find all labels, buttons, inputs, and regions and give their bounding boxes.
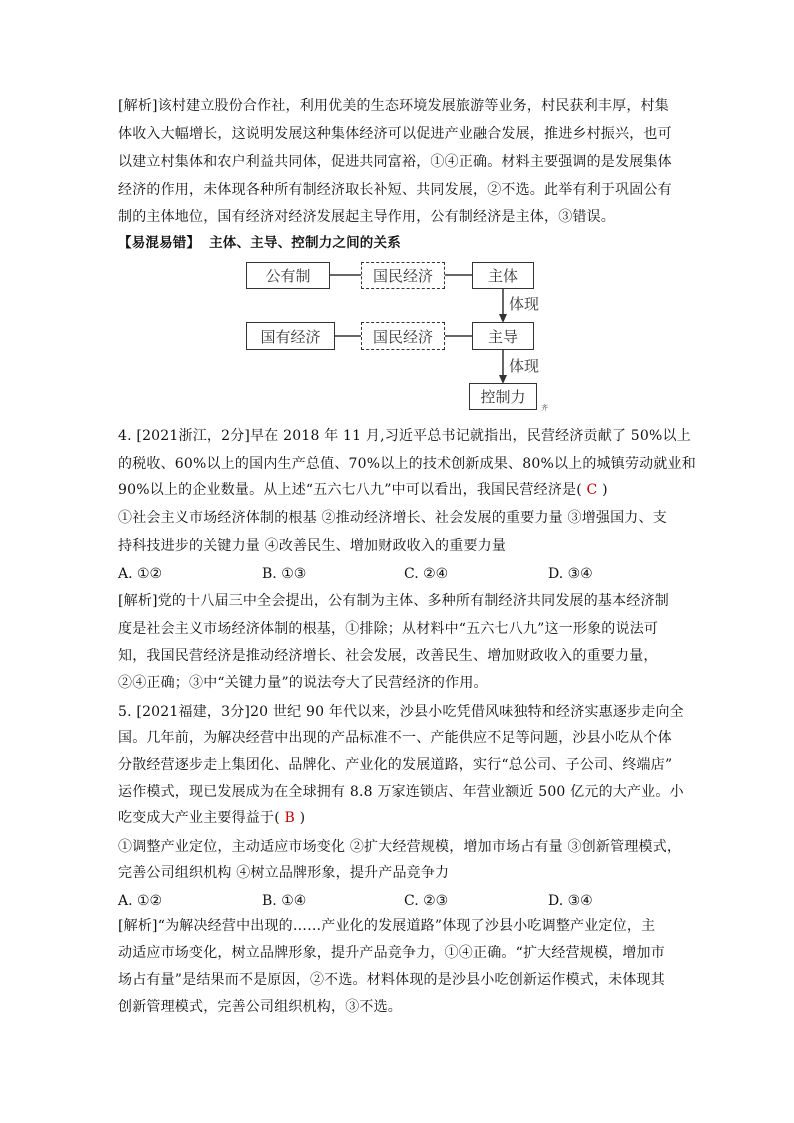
q4-line: 4. [2021浙江，2分]早在 2018 年 11 月,习近平总书记就指出，民营经济贡献了 50%以上 xyxy=(118,428,691,444)
q5-option-b: B. ①④ xyxy=(262,893,307,909)
analysis-line: [解析]该村建立股份合作社，利用优美的生态环境发展旅游等业务，村民获利丰厚，村集 xyxy=(118,98,669,114)
q4-option-d: D. ③④ xyxy=(548,566,593,582)
box-main-body: 主体 xyxy=(472,262,534,289)
arrow-label-2: 体现 xyxy=(509,357,540,375)
q5-stem-end: 吃变成大产业主要得益于( xyxy=(118,810,280,826)
q5-analysis-line: 场占有量”是结果而不是原因，②不选。材料体现的是沙县小吃创新运作模式，未体现其 xyxy=(118,972,665,988)
q4-line-with-answer xyxy=(118,480,608,500)
small-mark: 齐 xyxy=(541,404,548,412)
q5-analysis-line: [解析]“为解决经营中出现的……产业化的发展道路”体现了沙县小吃调整产业定位，主 xyxy=(118,918,656,934)
analysis-line: 经济的作用，未体现各种所有制经济取长补短、共同发展，②不选。此举有利于巩固公有 xyxy=(118,182,672,198)
tip-title: 主体、主导、控制力之间的关系 xyxy=(209,235,401,251)
q4-option-c: C. ②④ xyxy=(404,566,449,582)
analysis-line: 体收入大幅增长，这说明发展这种集体经济可以促进产业融合发展，推进乡村振兴，也可 xyxy=(118,126,672,142)
q4-line: 的税收、60%以上的国内生产总值、70%以上的技术创新成果、80%以上的城镇劳动就业和 xyxy=(118,456,696,472)
q5-line: 分散经营逐步走上集团化、品牌化、产业化的发展道路，实行“总公司、子公司、终端店” xyxy=(118,757,673,773)
q5-statements: ①调整产业定位，主动适应市场变化 ②扩大经营规模，增加市场占有量 ③创新管理模式， xyxy=(118,839,682,855)
q5-line: 国。几年前，为解决经营中出现的产品标准不一、产能供应不足等问题，沙县小吃从个体 xyxy=(118,730,672,746)
q5-line-with-answer xyxy=(118,808,305,828)
box-control-power: 控制力 xyxy=(469,383,537,410)
box-national-economy-1: 国民经济 xyxy=(361,262,445,289)
diagram-connectors xyxy=(0,0,794,420)
q5-line: 运作模式，现已发展成为在全球拥有 8.8 万家连锁店、年营业额近 500 亿元的大产业。小 xyxy=(118,784,684,800)
q5-bracket: ) xyxy=(299,810,306,826)
q5-answer: B xyxy=(279,810,300,826)
tip-tag: 【易混易错】 xyxy=(118,235,201,251)
box-leading: 主导 xyxy=(472,322,534,350)
q4-statements: ①社会主义市场经济体制的根基 ②推动经济增长、社会发展的重要力量 ③增强国力、支 xyxy=(118,510,667,526)
analysis-line: 以建立村集体和农户利益共同体，促进共同富裕，①④正确。材料主要强调的是发展集体 xyxy=(118,154,672,170)
q4-option-a: A. ①② xyxy=(118,566,163,582)
q4-analysis-line: 度是社会主义市场经济体制的根基，①排除；从材料中“五六七八九”这一形象的说法可 xyxy=(118,621,659,637)
q4-analysis-line: ②④正确；③中“关键力量”的说法夸大了民营经济的作用。 xyxy=(118,675,488,691)
analysis-line: 制的主体地位，国有经济对经济发展起主导作用，公有制经济是主体，③错误。 xyxy=(118,209,615,225)
q5-analysis-line: 创新管理模式，完善公司组织机构，③不选。 xyxy=(118,999,402,1015)
box-state-economy: 国有经济 xyxy=(246,322,335,350)
q5-option-a: A. ①② xyxy=(118,893,163,909)
box-national-economy-2: 国民经济 xyxy=(361,322,445,350)
q5-option-d: D. ③④ xyxy=(548,893,593,909)
q5-option-c: C. ②③ xyxy=(404,893,449,909)
q4-statements: 持科技进步的关键力量 ④改善民生、增加财政收入的重要力量 xyxy=(118,538,507,554)
q5-statements: 完善公司组织机构 ④树立品牌形象，提升产品竞争力 xyxy=(118,865,450,881)
q4-analysis-line: [解析]党的十八届三中全会提出，公有制为主体、多种所有制经济共同发展的基本经济制 xyxy=(118,593,669,609)
box-public-ownership: 公有制 xyxy=(246,262,330,289)
arrow-label-1: 体现 xyxy=(509,295,540,313)
q5-analysis-line: 动适应市场变化，树立品牌形象，提升产品竞争力，①④正确。“扩大经营规模，增加市 xyxy=(118,945,665,961)
q4-answer: C xyxy=(581,482,603,498)
q4-option-b: B. ①③ xyxy=(262,566,307,582)
q4-stem-end: 90%以上的企业数量。从上述“五六七八九”中可以看出，我国民营经济是( xyxy=(118,482,582,498)
q4-bracket: ) xyxy=(602,482,608,498)
q4-analysis-line: 知，我国民营经济是推动经济增长、社会发展，改善民生、增加财政收入的重要力量， xyxy=(118,648,658,664)
q5-line: 5. [2021福建，3分]20 世纪 90 年代以来，沙县小吃凭借风味独特和经济实惠逐步走向全 xyxy=(118,704,684,720)
